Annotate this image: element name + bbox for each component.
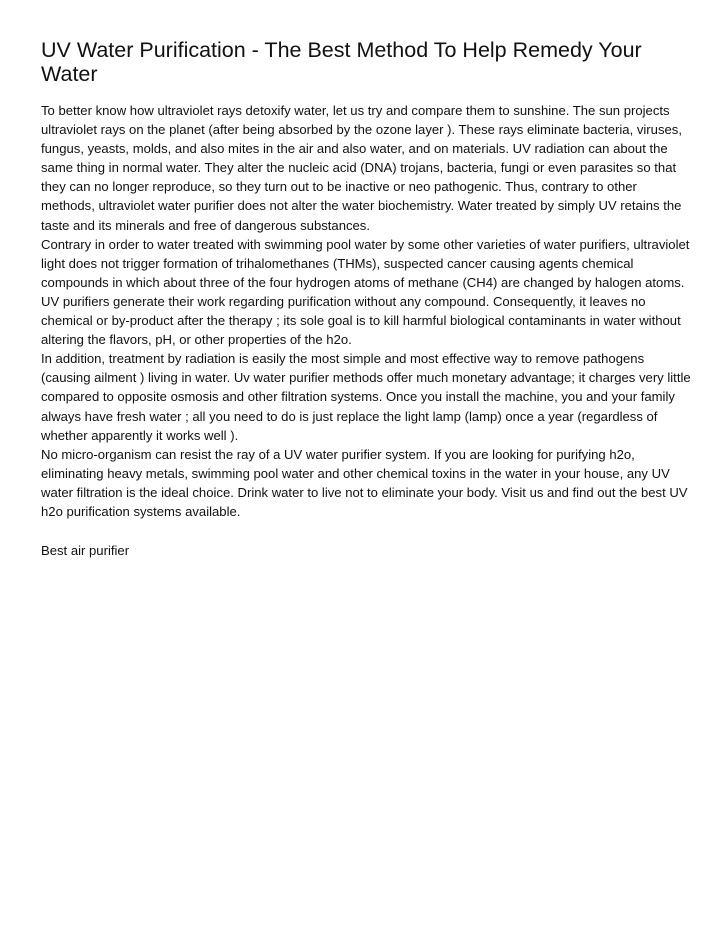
document-title: UV Water Purification - The Best Method To Help Remedy Your Water — [41, 38, 642, 86]
paragraph-4: No micro-organism can resist the ray of a UV water purifier system. If you are looking for purifying h2o, eliminating heavy metals, swimming pool water and other chemical toxins in the water in your house, any UV water filtration is the ideal choice. Drink water to live not to eliminate your body. Visit us and find out the best UV h2o purification systems available. — [41, 446, 688, 519]
document-page — [41, 38, 693, 560]
best-air-purifier-link[interactable]: Best air purifier — [41, 543, 130, 559]
paragraph-2: Contrary in order to water treated with swimming pool water by some other varieties of water purifiers, ultraviolet light does not trigger formation of trihalomethanes (THMs), suspected cancer causing agents chemical compounds in which about three of the four hydrogen atoms of methane (CH4) are changed by halogen atoms. UV purifiers generate their work regarding purification without any compound. Consequently, it leaves no chemical or by-product after the therapy ; its sole goal is to kill harmful biological contaminants in water without altering the flavors, pH, or other properties of the h2o. — [41, 236, 690, 348]
paragraph-1: To better know how ultraviolet rays detoxify water, let us try and compare them to sunshine. The sun projects ultraviolet rays on the planet (after being absorbed by the ozone layer ). These rays eliminate bacteria, viruses, fungus, yeasts, molds, and also mites in the air and also water, and on materials. UV radiation can about the same thing in normal water. They alter the nucleic acid (DNA) trojans, bacteria, fungi or even parasites so that they can no longer reproduce, so they turn out to be inactive or neo pathogenic. Thus, contrary to other methods, ultraviolet water purifier does not alter the water biochemistry. Water treated by simply UV retains the taste and its minerals and free of dangerous substances. — [41, 103, 682, 233]
paragraph-3: In addition, treatment by radiation is easily the most simple and most effective way to remove pathogens (causing ailment ) living in water. Uv water purifier methods offer much monetary advantage; it charges very little compared to opposite osmosis and other filtration systems. Once you install the machine, you and your family always have fresh water ; all you need to do is just replace the light lamp (lamp) once a year (regardless of whether apparently it works well ). — [41, 351, 691, 443]
